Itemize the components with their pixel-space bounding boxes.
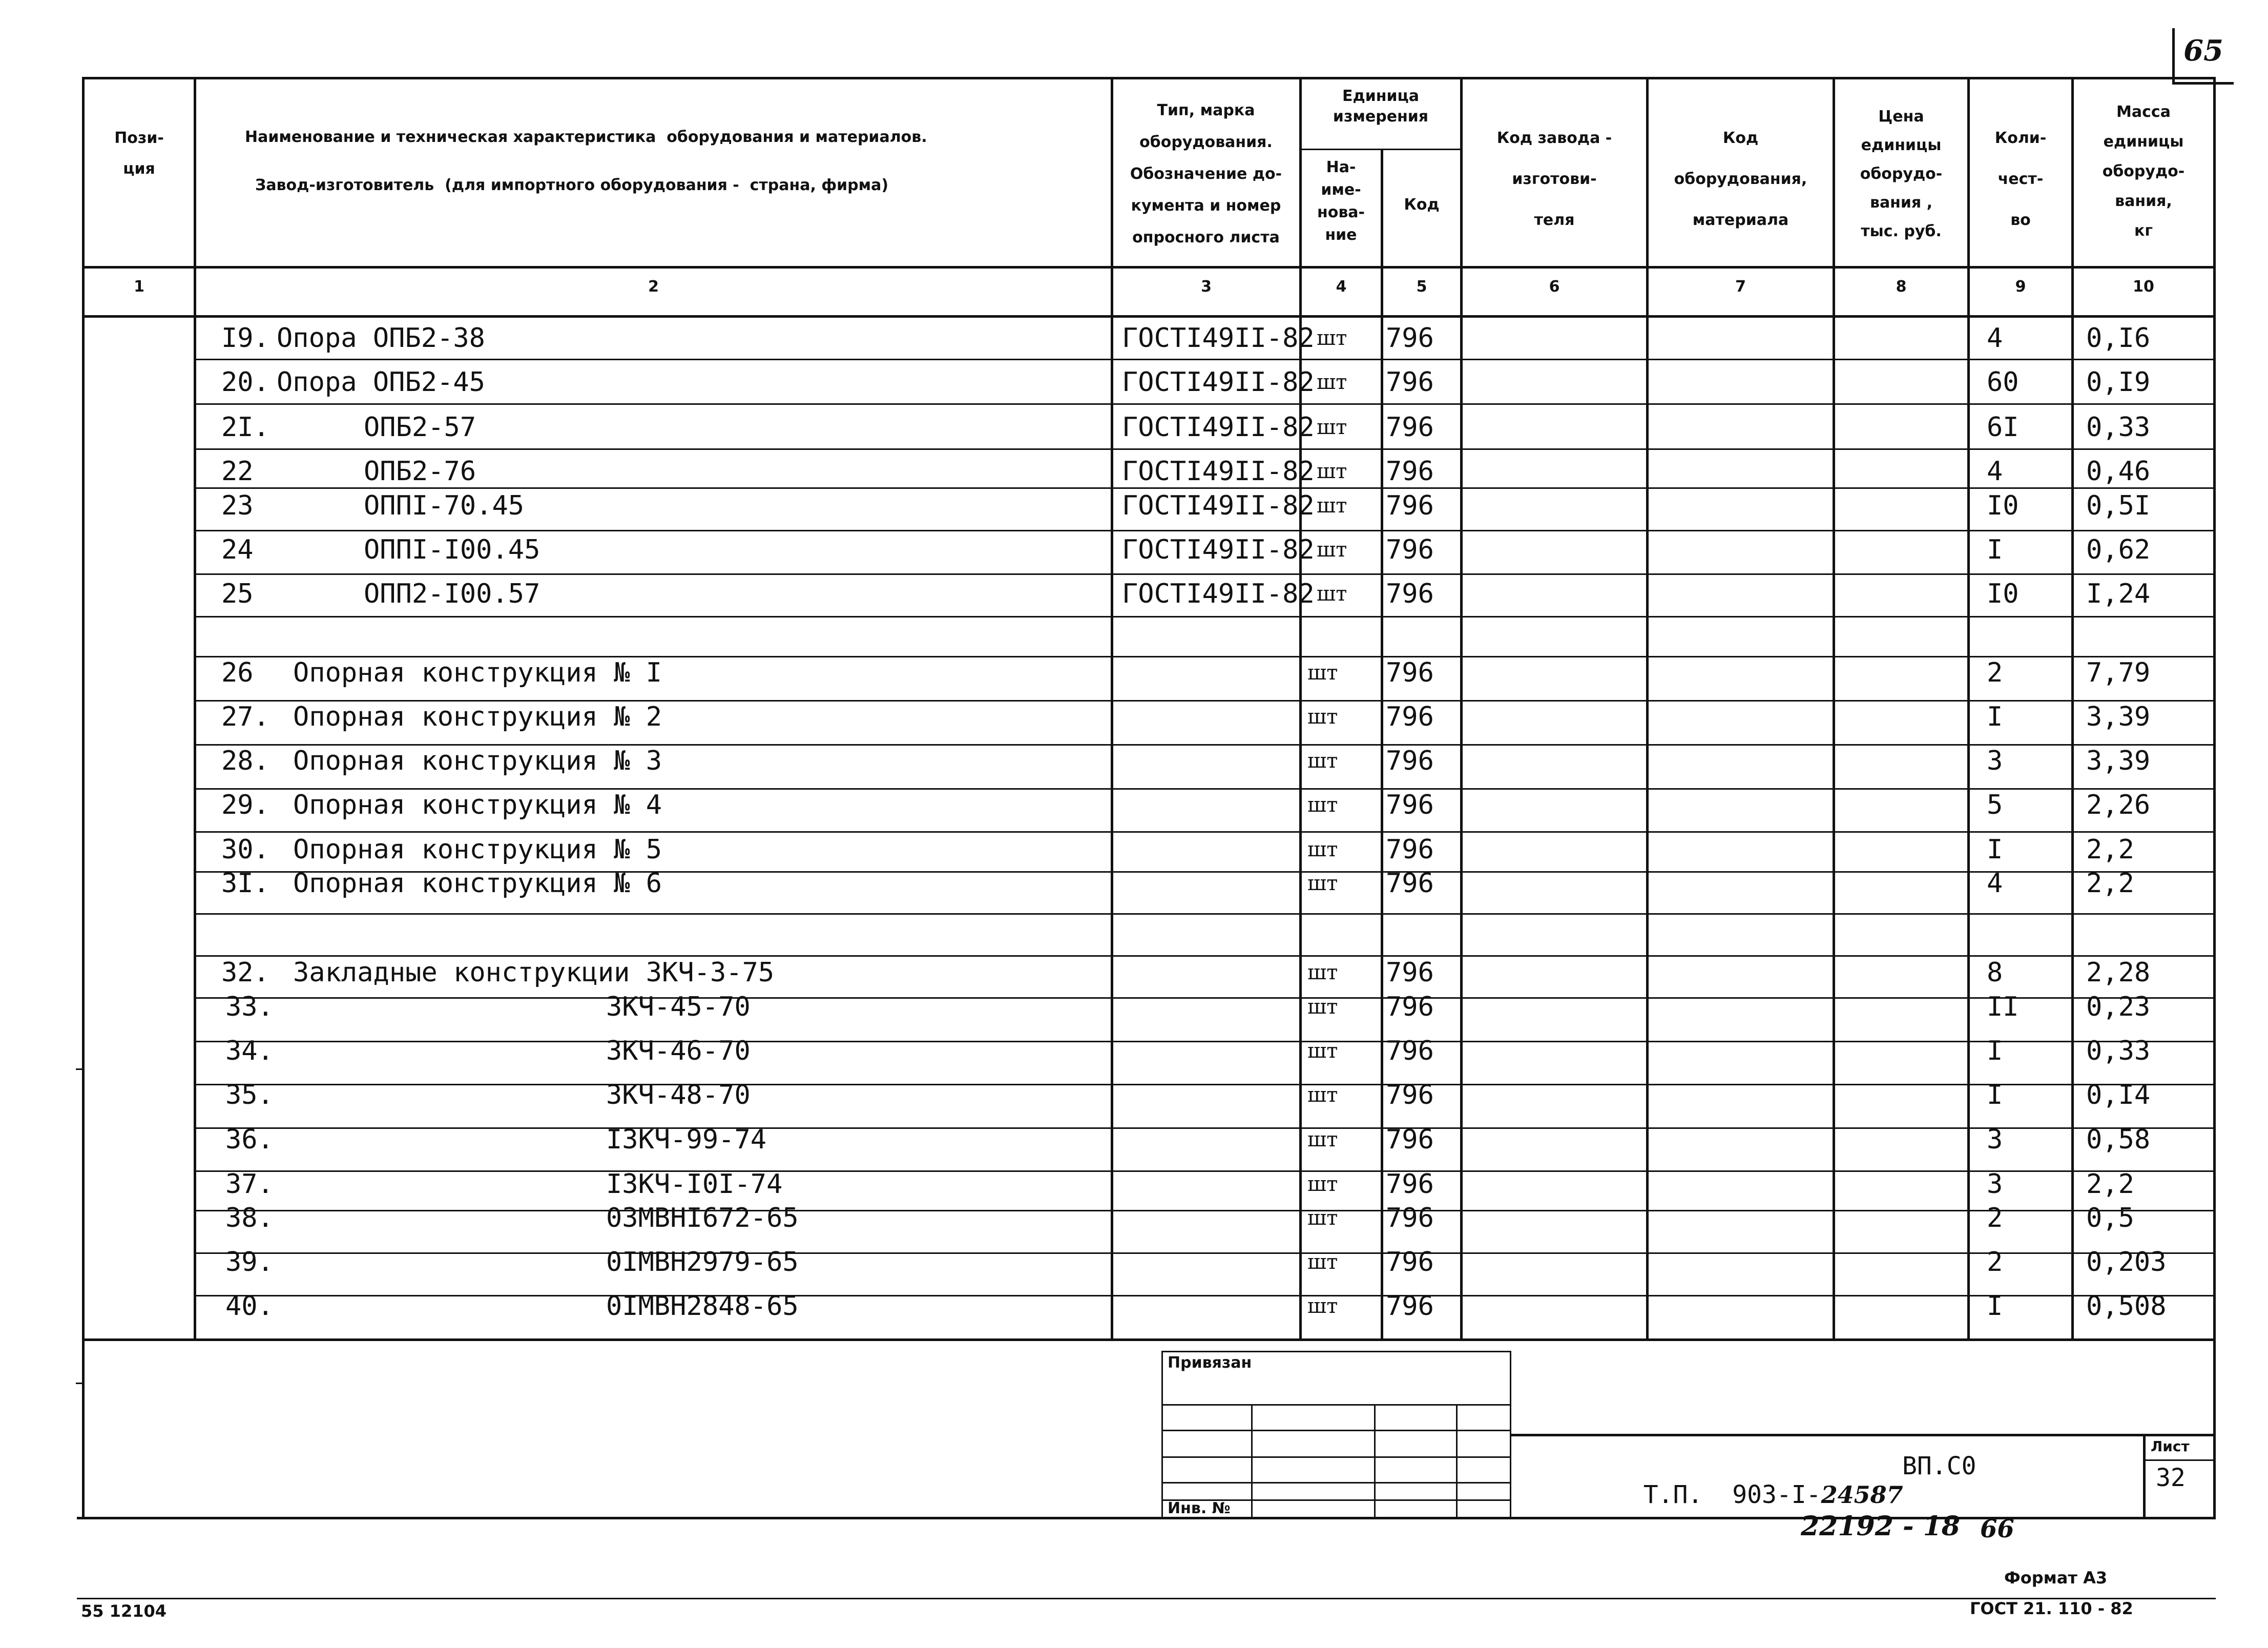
row-mass: 0,5I — [2086, 490, 2151, 521]
row-unit: шт — [1317, 326, 1347, 350]
row-name: ЗКЧ-45-70 — [606, 992, 751, 1022]
row-mass: 0,62 — [2086, 534, 2151, 565]
header-price: Цена единицы оборудо- вания , тыс. руб. — [1860, 108, 1943, 240]
row-mass: 0,I9 — [2086, 367, 2151, 398]
row-mass: 0,I6 — [2086, 323, 2151, 354]
row-unit: шт — [1307, 1172, 1338, 1196]
stamp-privyazan: Привязан — [1168, 1354, 1252, 1372]
row-name: Закладные конструкции ЗКЧ-3-75 — [293, 957, 775, 988]
row-name: I3КЧ-I0I-74 — [606, 1169, 783, 1200]
row-position: 35. — [225, 1080, 274, 1110]
row-position: 28. — [221, 746, 269, 776]
row-name: 0IМВН2979-65 — [606, 1247, 799, 1278]
row-name: ОПП2-I00.57 — [364, 579, 540, 609]
row-code: 796 — [1386, 868, 1434, 899]
row-mass: 0,33 — [2086, 1036, 2151, 1066]
row-code: 796 — [1386, 412, 1434, 443]
row-position: 3I. — [221, 868, 269, 899]
colnum-9: 9 — [2015, 278, 2026, 296]
row-mass: 2,2 — [2086, 868, 2134, 899]
footer-left-code: 55 12104 — [81, 1601, 167, 1621]
row-quantity: 5 — [1987, 790, 2003, 820]
row-position: 24 — [221, 534, 254, 565]
row-unit: шт — [1307, 749, 1338, 773]
row-quantity: 2 — [1987, 1203, 2003, 1233]
row-name: Опора ОПБ2-45 — [277, 367, 485, 398]
header-doc: Тип, марка оборудования. Обозначение до- кумента и номер опросного листа — [1130, 101, 1282, 246]
colnum-2: 2 — [648, 278, 659, 296]
row-mass: 3,39 — [2086, 746, 2151, 776]
document-code — [1614, 1452, 1903, 1509]
row-quantity: I — [1987, 1291, 2003, 1322]
row-quantity: 4 — [1987, 868, 2003, 899]
row-unit: шт — [1317, 582, 1347, 606]
row-doc: ГОСТI49II-82 — [1122, 412, 1315, 443]
colnum-10: 10 — [2133, 278, 2154, 296]
footer-format: Формат А3 — [2004, 1568, 2108, 1588]
row-code: 796 — [1386, 534, 1434, 565]
row-unit: шт — [1317, 538, 1347, 562]
table-top-border — [82, 77, 2216, 79]
row-code: 796 — [1386, 490, 1434, 521]
row-name: ОПБ2-76 — [364, 456, 476, 487]
row-mass: 0,I4 — [2086, 1080, 2151, 1110]
row-mass: 0,33 — [2086, 412, 2151, 443]
header-unit-code: Код — [1404, 196, 1440, 214]
colnum-3: 3 — [1201, 278, 1212, 296]
header-factory-code: Код завода - изготови- теля — [1496, 129, 1612, 229]
row-unit: шт — [1317, 460, 1347, 483]
header-name-line2: Завод-изготовитель (для импортного оборудования - страна, фирма) — [255, 176, 889, 194]
row-mass: 0,23 — [2086, 992, 2151, 1022]
row-position: 22 — [221, 456, 254, 487]
row-quantity: 3 — [1987, 1169, 2003, 1200]
row-position: 33. — [225, 992, 274, 1022]
footer-rule — [77, 1598, 2216, 1599]
row-doc: ГОСТI49II-82 — [1122, 323, 1315, 354]
header-equipment-code: Код оборудования, материала — [1674, 129, 1807, 229]
row-quantity: 2 — [1987, 1247, 2003, 1278]
row-mass: 0,203 — [2086, 1247, 2167, 1278]
row-name: Опорная конструкция № 5 — [293, 834, 662, 865]
row-position: 29. — [221, 790, 269, 820]
row-code: 796 — [1386, 456, 1434, 487]
row-mass: 0,5 — [2086, 1203, 2134, 1233]
page-number: 65 — [2183, 34, 2223, 68]
row-quantity: I0 — [1987, 490, 2019, 521]
row-code: 796 — [1386, 579, 1434, 609]
row-code: 796 — [1386, 1124, 1434, 1155]
colnum-1: 1 — [134, 278, 144, 296]
sheet-number: 32 — [2156, 1464, 2186, 1492]
row-quantity: 3 — [1987, 1124, 2003, 1155]
row-code: 796 — [1386, 1080, 1434, 1110]
stamp-block — [1161, 1351, 1511, 1517]
row-position: 39. — [225, 1247, 274, 1278]
header-name-line1: Наименование и техническая характеристика оборудования и материалов. — [245, 128, 927, 146]
row-code: 796 — [1386, 323, 1434, 354]
row-position: 36. — [225, 1124, 274, 1155]
header-unit-group: Единица измерения — [1333, 87, 1429, 126]
row-position: 2I. — [221, 412, 269, 443]
row-quantity: 4 — [1987, 323, 2003, 354]
row-quantity: 6I — [1987, 412, 2019, 443]
row-quantity: I — [1987, 834, 2003, 865]
row-position: 40. — [225, 1291, 274, 1322]
document-code-text: Т.П. 903-I- — [1643, 1480, 1821, 1509]
footer-gost: ГОСТ 21. 110 - 82 — [1970, 1599, 2133, 1618]
row-mass: 0,508 — [2086, 1291, 2167, 1322]
row-name: Опорная конструкция № 6 — [293, 868, 662, 899]
row-code: 796 — [1386, 657, 1434, 688]
row-unit: шт — [1307, 872, 1338, 895]
row-name: Опора ОПБ2-38 — [277, 323, 485, 354]
row-doc: ГОСТI49II-82 — [1122, 534, 1315, 565]
row-unit: шт — [1307, 1128, 1338, 1151]
row-position: 25 — [221, 579, 254, 609]
row-mass: 2,2 — [2086, 1169, 2134, 1200]
row-mass: 2,2 — [2086, 834, 2134, 865]
sheet-label: Лист — [2151, 1438, 2190, 1455]
row-unit: шт — [1307, 995, 1338, 1019]
row-unit: шт — [1307, 705, 1338, 729]
row-position: 23 — [221, 490, 254, 521]
row-quantity: II — [1987, 992, 2019, 1022]
colnum-5: 5 — [1416, 278, 1427, 296]
row-quantity: I — [1987, 1080, 2003, 1110]
header-mass: Масса единицы оборудо- вания, кг — [2102, 103, 2185, 240]
row-position: 27. — [221, 702, 269, 732]
row-code: 796 — [1386, 1291, 1434, 1322]
row-doc: ГОСТI49II-82 — [1122, 490, 1315, 521]
row-unit: шт — [1307, 961, 1338, 984]
row-quantity: I0 — [1987, 579, 2019, 609]
handwritten-page: 66 — [1980, 1515, 2014, 1543]
row-mass: I,24 — [2086, 579, 2151, 609]
row-unit: шт — [1307, 1039, 1338, 1063]
header-position: Пози- ция — [114, 129, 164, 178]
row-name: 03МВНI672-65 — [606, 1203, 799, 1233]
row-quantity: I — [1987, 1036, 2003, 1066]
row-name: I3КЧ-99-74 — [606, 1124, 767, 1155]
row-mass: 2,28 — [2086, 957, 2151, 988]
row-name: ОПБ2-57 — [364, 412, 476, 443]
row-position: 32. — [221, 957, 269, 988]
colnum-7: 7 — [1735, 278, 1746, 296]
row-mass: 0,46 — [2086, 456, 2151, 487]
row-name: ЗКЧ-46-70 — [606, 1036, 751, 1066]
row-name: Опорная конструкция № I — [293, 657, 662, 688]
row-code: 796 — [1386, 992, 1434, 1022]
row-unit: шт — [1317, 416, 1347, 439]
row-quantity: 4 — [1987, 456, 2003, 487]
document-suffix: ВП.С0 — [1902, 1452, 1976, 1480]
row-doc: ГОСТI49II-82 — [1122, 579, 1315, 609]
handwritten-note: 22192 - 18 — [1801, 1511, 1961, 1542]
document-code-handwritten: 24587 — [1821, 1481, 1903, 1509]
row-unit: шт — [1307, 1294, 1338, 1318]
row-unit: шт — [1307, 838, 1338, 861]
row-unit: шт — [1307, 661, 1338, 685]
colnum-6: 6 — [1549, 278, 1560, 296]
row-position: 38. — [225, 1203, 274, 1233]
row-mass: 3,39 — [2086, 702, 2151, 732]
colnum-4: 4 — [1336, 278, 1347, 296]
row-code: 796 — [1386, 1203, 1434, 1233]
row-name: ОППI-I00.45 — [364, 534, 540, 565]
colnum-8: 8 — [1896, 278, 1907, 296]
row-name: Опорная конструкция № 3 — [293, 746, 662, 776]
row-code: 796 — [1386, 834, 1434, 865]
row-code: 796 — [1386, 957, 1434, 988]
row-code: 796 — [1386, 746, 1434, 776]
row-quantity: 8 — [1987, 957, 2003, 988]
row-doc: ГОСТI49II-82 — [1122, 367, 1315, 398]
row-doc: ГОСТI49II-82 — [1122, 456, 1315, 487]
row-quantity: 3 — [1987, 746, 2003, 776]
row-position: 37. — [225, 1169, 274, 1200]
row-code: 796 — [1386, 702, 1434, 732]
row-position: I9. — [221, 323, 269, 354]
row-quantity: 2 — [1987, 657, 2003, 688]
row-unit: шт — [1307, 1083, 1338, 1107]
row-code: 796 — [1386, 1247, 1434, 1278]
row-quantity: I — [1987, 534, 2003, 565]
row-name: Опорная конструкция № 4 — [293, 790, 662, 820]
row-unit: шт — [1317, 494, 1347, 518]
row-mass: 7,79 — [2086, 657, 2151, 688]
row-position: 34. — [225, 1036, 274, 1066]
row-name: Опорная конструкция № 2 — [293, 702, 662, 732]
row-name: ОППI-70.45 — [364, 490, 525, 521]
row-name: ЗКЧ-48-70 — [606, 1080, 751, 1110]
row-unit: шт — [1307, 1250, 1338, 1274]
row-quantity: 60 — [1987, 367, 2019, 398]
row-mass: 0,58 — [2086, 1124, 2151, 1155]
row-code: 796 — [1386, 1036, 1434, 1066]
row-position: 30. — [221, 834, 269, 865]
row-position: 26 — [221, 657, 254, 688]
row-unit: шт — [1307, 793, 1338, 817]
row-mass: 2,26 — [2086, 790, 2151, 820]
row-code: 796 — [1386, 790, 1434, 820]
row-code: 796 — [1386, 1169, 1434, 1200]
row-quantity: I — [1987, 702, 2003, 732]
stamp-inv-no: Инв. № — [1168, 1499, 1231, 1517]
header-quantity: Коли- чест- во — [1994, 129, 2047, 229]
row-name: 0IМВН2848-65 — [606, 1291, 799, 1322]
header-unit-name: На- име- нова- ние — [1317, 158, 1365, 244]
row-unit: шт — [1317, 370, 1347, 394]
row-unit: шт — [1307, 1206, 1338, 1230]
row-code: 796 — [1386, 367, 1434, 398]
row-position: 20. — [221, 367, 269, 398]
